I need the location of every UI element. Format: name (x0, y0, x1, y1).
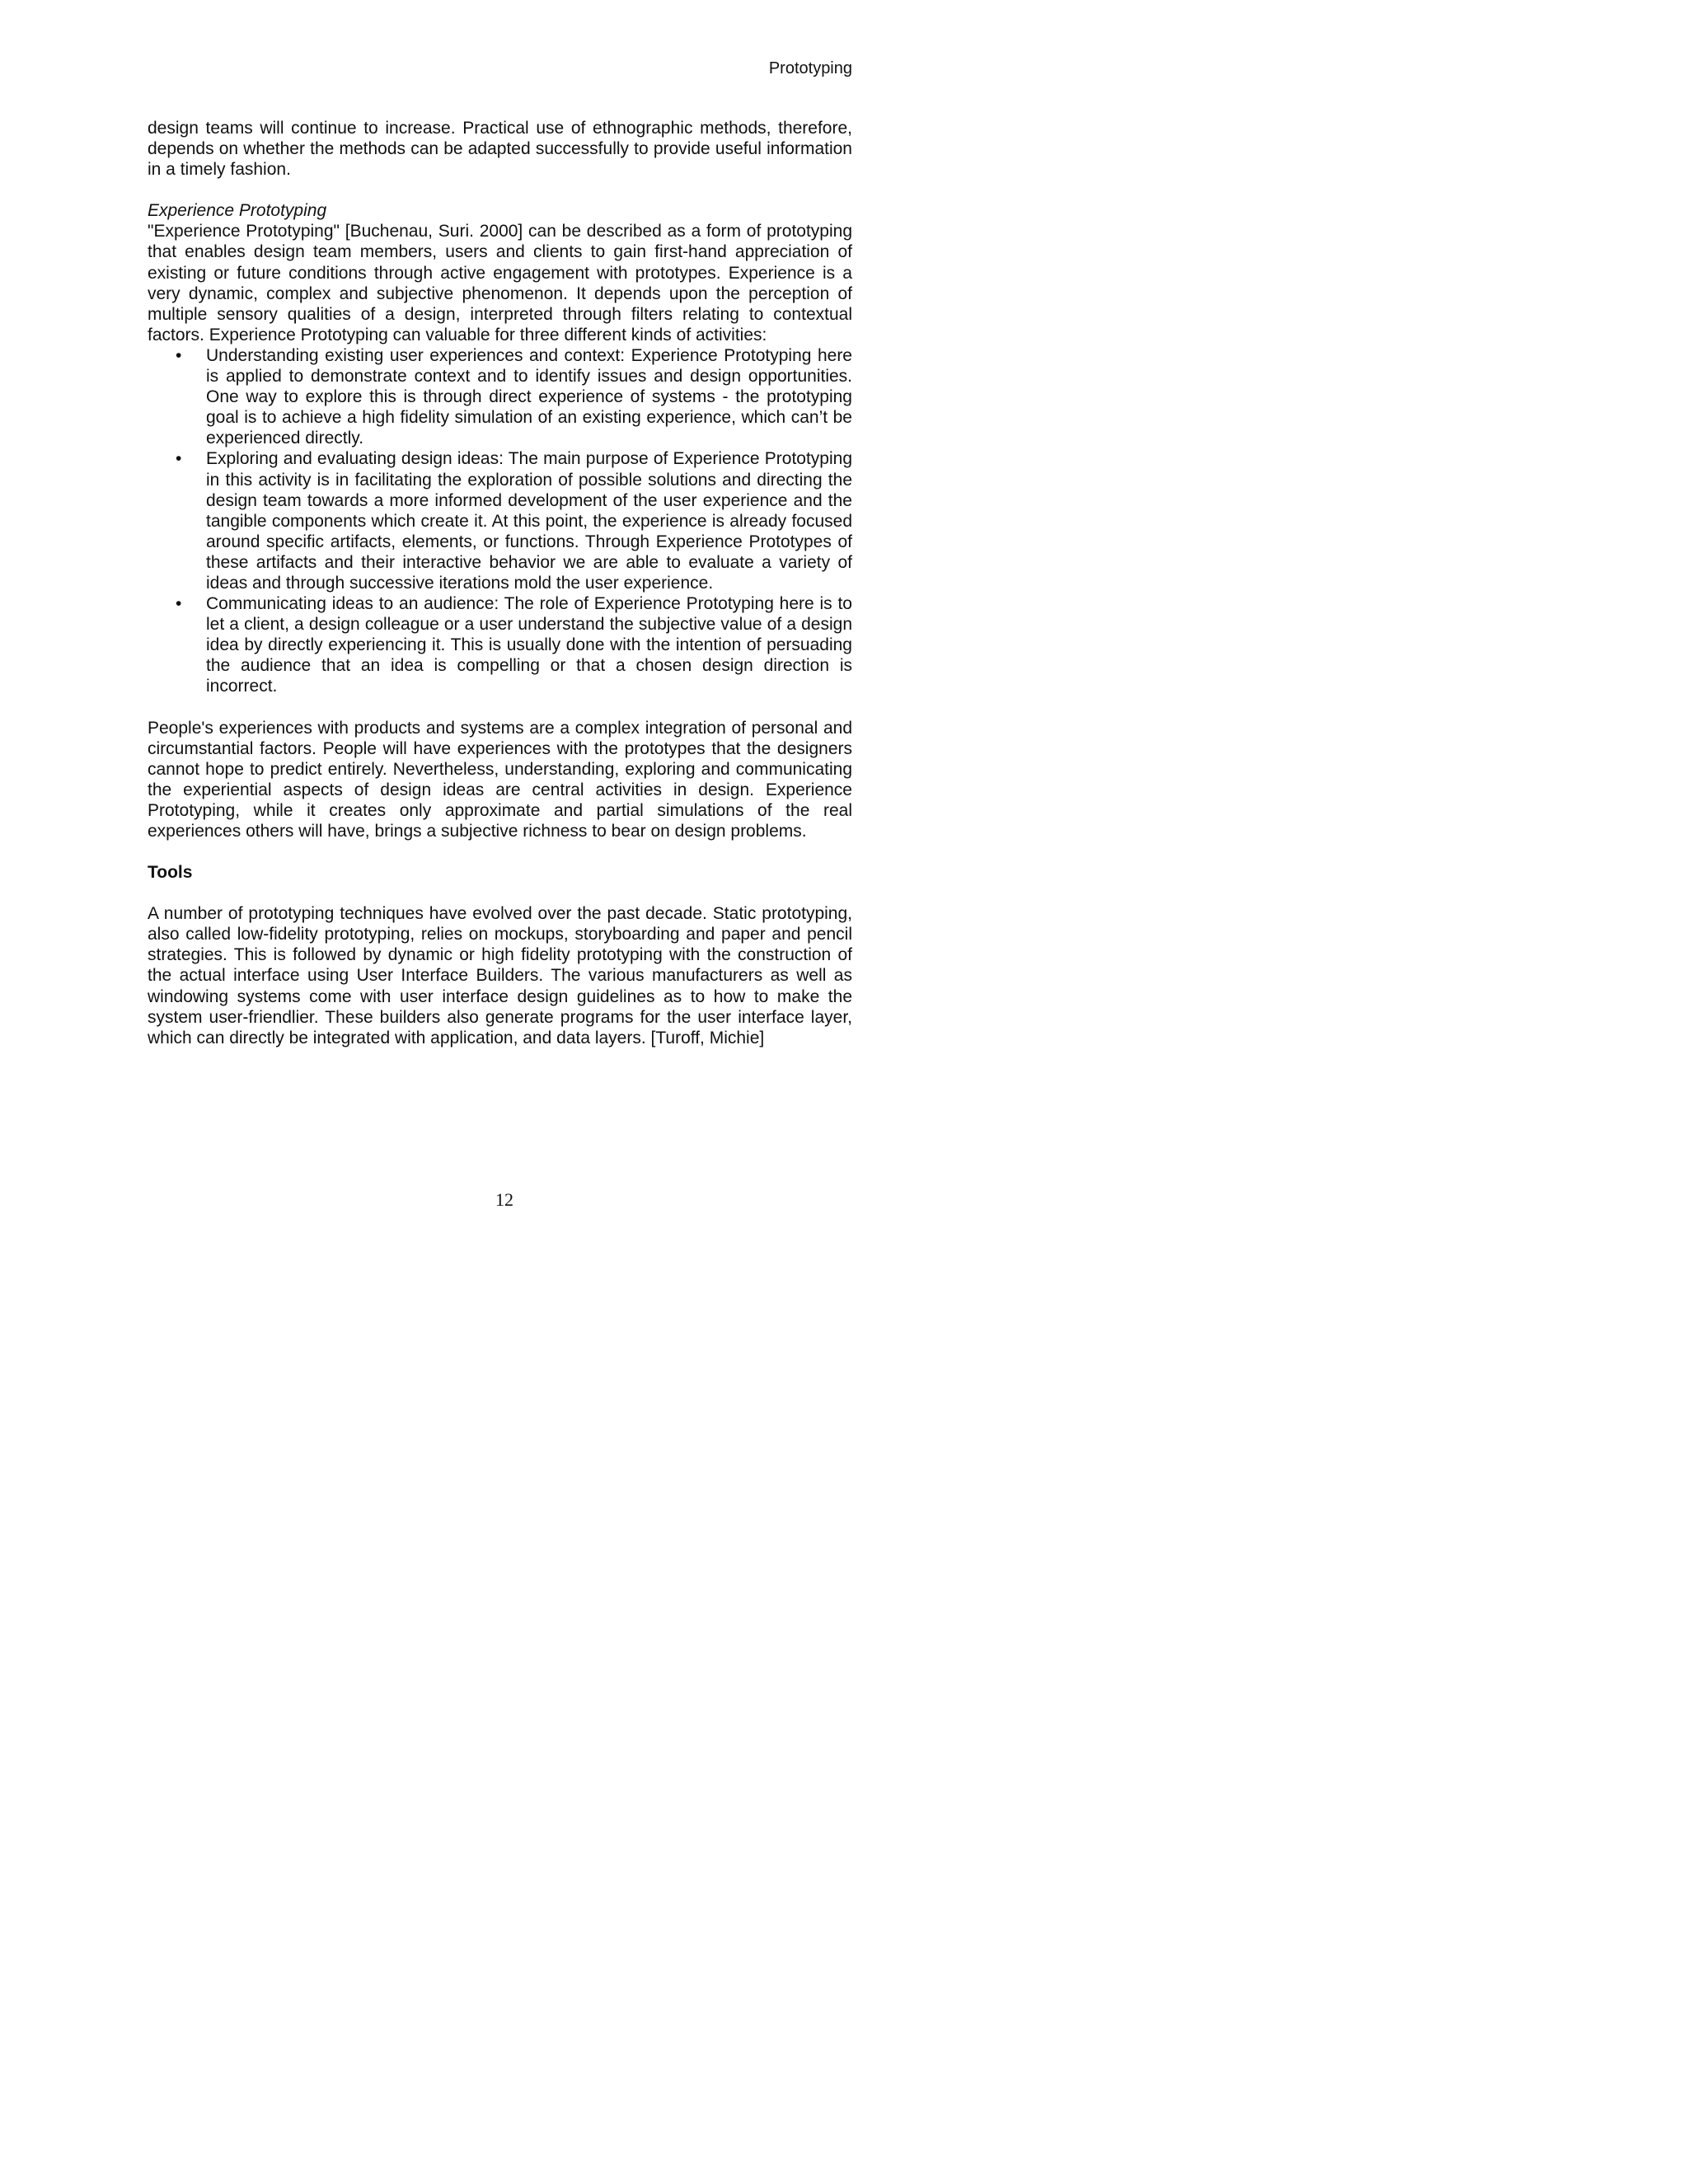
paragraph-spacer (148, 180, 852, 200)
bullet-icon: • (176, 345, 182, 365)
bullet-icon: • (176, 449, 182, 469)
bullet-item-exploring (148, 448, 852, 593)
subsection-title: Experience Prototyping (148, 201, 327, 221)
people-paragraph: People's experiences with products and systems are a complex integration of personal and circumstantial factors. People will have experiences with the prototypes that the designers cannot hope to predict entirely. Nevertheless, understanding, exploring and communicating the experiential aspects of design ideas are central activities in design. Experience Prototyping, while it creates only approximate and partial simulations of the real experiences others will have, brings a subjective richness to bear on design problems. (148, 718, 852, 841)
bullet-item-understanding (148, 345, 852, 448)
body-text (148, 118, 852, 1048)
paragraph-spacer (148, 697, 852, 718)
document-page (0, 0, 1009, 1305)
activity-bullet-list (148, 345, 852, 697)
running-header: Prototyping (768, 59, 852, 77)
bullet-text: Exploring and evaluating design ideas: The main purpose of Experience Prototyping in this activity is in facilitating the exploration of possible solutions and directing the design team towards a more informed development of the user experience and the tangible components which create it. At this point, the experience is already focused around specific artifacts, elements, or functions. Through Experience Prototypes of these artifacts and their interactive behavior we are able to evaluate a variety of ideas and through successive iterations mold the user experience. (206, 449, 852, 593)
bullet-text: Understanding existing user experiences and context: Experience Prototyping here is applied to demonstrate context and to identify issues and design opportunities. One way to explore this is through direct experience of systems - the prototyping goal is to achieve a high fidelity simulation of an existing experience, which can’t be experienced directly. (206, 345, 852, 448)
paragraph-spacer (148, 883, 852, 903)
paragraph-spacer (148, 841, 852, 862)
tools-heading: Tools (148, 863, 193, 883)
bullet-item-communicating (148, 593, 852, 696)
experience-paragraph: "Experience Prototyping" [Buchenau, Suri. 2000] can be described as a form of prototyping that enables design team members, users and clients to gain first-hand appreciation of existing or future conditions through active engagement with prototypes. Experience is a very dynamic, complex and subjective phenomenon. It depends upon the perception of multiple sensory qualities of a design, interpreted through filters relating to contextual factors. Experience Prototyping can valuable for three different kinds of activities: (148, 222, 852, 344)
tools-paragraph: A number of prototyping techniques have evolved over the past decade. Static prototyping, also called low-fidelity prototyping, relies on mockups, storyboarding and paper and pencil strategies. This is followed by dynamic or high fidelity prototyping with the construction of the actual interface using User Interface Builders. The various manufacturers as well as windowing systems come with user interface design guidelines as to how to make the system user-friendlier. These builders also generate programs for the user interface layer, which can directly be integrated with application, and data layers. [Turoff, Michie] (148, 904, 852, 1047)
page-number: 12 (495, 1189, 513, 1210)
intro-paragraph: design teams will continue to increase. Practical use of ethnographic methods, therefore, depends on whether the methods can be adapted successfully to provide useful information in a timely fashion. (148, 119, 852, 180)
bullet-icon: • (176, 594, 182, 614)
bullet-text: Communicating ideas to an audience: The role of Experience Prototyping here is to let a client, a design colleague or a user understand the subjective value of a design idea by directly experiencing it. This is usually done with the intention of persuading the audience that an idea is compelling or that a chosen design direction is incorrect. (206, 594, 852, 696)
